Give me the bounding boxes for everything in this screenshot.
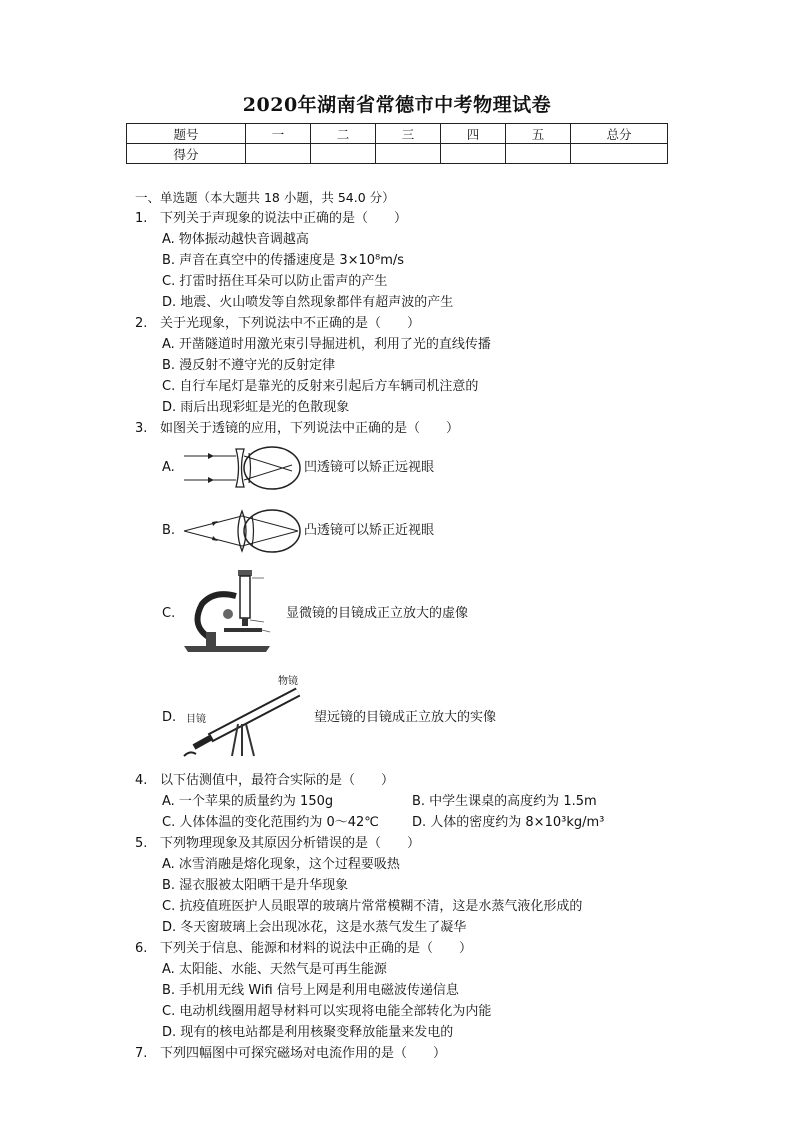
question-stem: 关于光现象，下列说法中不正确的是（ ） xyxy=(160,316,421,331)
question-number: 5. xyxy=(135,836,148,851)
option-d: D. 人体的密度约为 8×10³kg/m³ xyxy=(412,815,605,830)
score-cell xyxy=(571,144,668,164)
option-d-text: 望远镜的目镜成正立放大的实像 xyxy=(314,710,497,725)
option-c: C. 自行车尾灯是靠光的反射来引起后方车辆司机注意的 xyxy=(162,379,479,394)
score-cell xyxy=(376,144,441,164)
score-cell xyxy=(246,144,311,164)
score-header-cell: 总分 xyxy=(571,124,668,144)
option-b: B. 声音在真空中的传播速度是 3×10⁸m/s xyxy=(162,253,405,268)
score-header-cell: 题号 xyxy=(127,124,246,144)
score-header-cell: 二 xyxy=(311,124,376,144)
option-b-text: 凸透镜可以矫正近视眼 xyxy=(304,523,435,538)
score-row-label: 得分 xyxy=(127,144,246,164)
option-a: A. 一个苹果的质量约为 150g xyxy=(162,794,334,809)
score-cell xyxy=(311,144,376,164)
option-d: D. 地震、火山喷发等自然现象都伴有超声波的产生 xyxy=(162,295,454,310)
option-a: A. 太阳能、水能、天然气是可再生能源 xyxy=(162,962,387,977)
question-stem: 如图关于透镜的应用，下列说法中正确的是（ ） xyxy=(160,421,460,436)
score-header-cell: 四 xyxy=(441,124,506,144)
option-a: A. 冰雪消融是熔化现象，这个过程要吸热 xyxy=(162,857,400,872)
score-table xyxy=(126,123,668,164)
option-d: D. 冬天窗玻璃上会出现冰花，这是水蒸气发生了凝华 xyxy=(162,920,467,935)
option-d: D. xyxy=(162,710,177,725)
option-b: B. xyxy=(162,523,176,538)
option-c: C. 人体体温的变化范围约为 0～42℃ xyxy=(162,815,379,830)
option-c: C. 电动机线圈用超导材料可以实现将电能全部转化为内能 xyxy=(162,1004,492,1019)
question-number: 4. xyxy=(135,773,148,788)
option-a-text: 凹透镜可以矫正远视眼 xyxy=(304,460,435,475)
eyepiece-label: 目镜 xyxy=(186,714,206,725)
question-number: 2. xyxy=(135,316,148,331)
section-heading: 一、单选题（本大题共 18 小题，共 54.0 分） xyxy=(135,190,395,205)
score-cell xyxy=(506,144,571,164)
question-stem: 下列关于信息、能源和材料的说法中正确的是（ ） xyxy=(160,941,473,956)
question-number: 7. xyxy=(135,1046,148,1061)
microscope-icon xyxy=(180,566,280,654)
option-c: C. xyxy=(162,606,176,621)
question-stem: 下列关于声现象的说法中正确的是（ ） xyxy=(160,211,408,226)
score-header-cell: 五 xyxy=(506,124,571,144)
question-stem: 下列物理现象及其原因分析错误的是（ ） xyxy=(160,836,421,851)
option-b: B. 湿衣服被太阳晒干是升华现象 xyxy=(162,878,349,893)
option-a: A. xyxy=(162,460,175,475)
score-cell xyxy=(441,144,506,164)
question-stem: 以下估测值中，最符合实际的是（ ） xyxy=(160,773,395,788)
option-c: C. 打雷时捂住耳朵可以防止雷声的产生 xyxy=(162,274,388,289)
option-d: D. 现有的核电站都是利用核聚变释放能量来发电的 xyxy=(162,1025,454,1040)
option-b: B. 手机用无线 Wifi 信号上网是利用电磁波传递信息 xyxy=(162,983,459,998)
question-number: 6. xyxy=(135,941,148,956)
option-d: D. 雨后出现彩虹是光的色散现象 xyxy=(162,400,350,415)
question-number: 3. xyxy=(135,421,148,436)
question-stem: 下列四幅图中可探究磁场对电流作用的是（ ） xyxy=(160,1046,447,1061)
option-b: B. 漫反射不遵守光的反射定律 xyxy=(162,358,336,373)
score-table-row xyxy=(127,144,668,164)
option-b: B. 中学生课桌的高度约为 1.5m xyxy=(412,794,597,809)
score-header-cell: 一 xyxy=(246,124,311,144)
score-table-header-row xyxy=(127,124,668,144)
option-c-text: 显微镜的目镜成正立放大的虚像 xyxy=(286,606,469,621)
objective-lens-label: 物镜 xyxy=(278,676,298,687)
concave-lens-eye-diagram xyxy=(180,443,305,493)
option-a: A. 开凿隧道时用激光束引导掘进机，利用了光的直线传播 xyxy=(162,337,491,352)
score-header-cell: 三 xyxy=(376,124,441,144)
page-title: 2020年湖南省常德市中考物理试卷 xyxy=(242,94,552,116)
question-number: 1. xyxy=(135,211,148,226)
option-a: A. 物体振动越快音调越高 xyxy=(162,232,309,247)
option-c: C. 抗疫值班医护人员眼罩的玻璃片常常模糊不清，这是水蒸气液化形成的 xyxy=(162,899,583,914)
convex-lens-eye-diagram xyxy=(180,506,305,556)
